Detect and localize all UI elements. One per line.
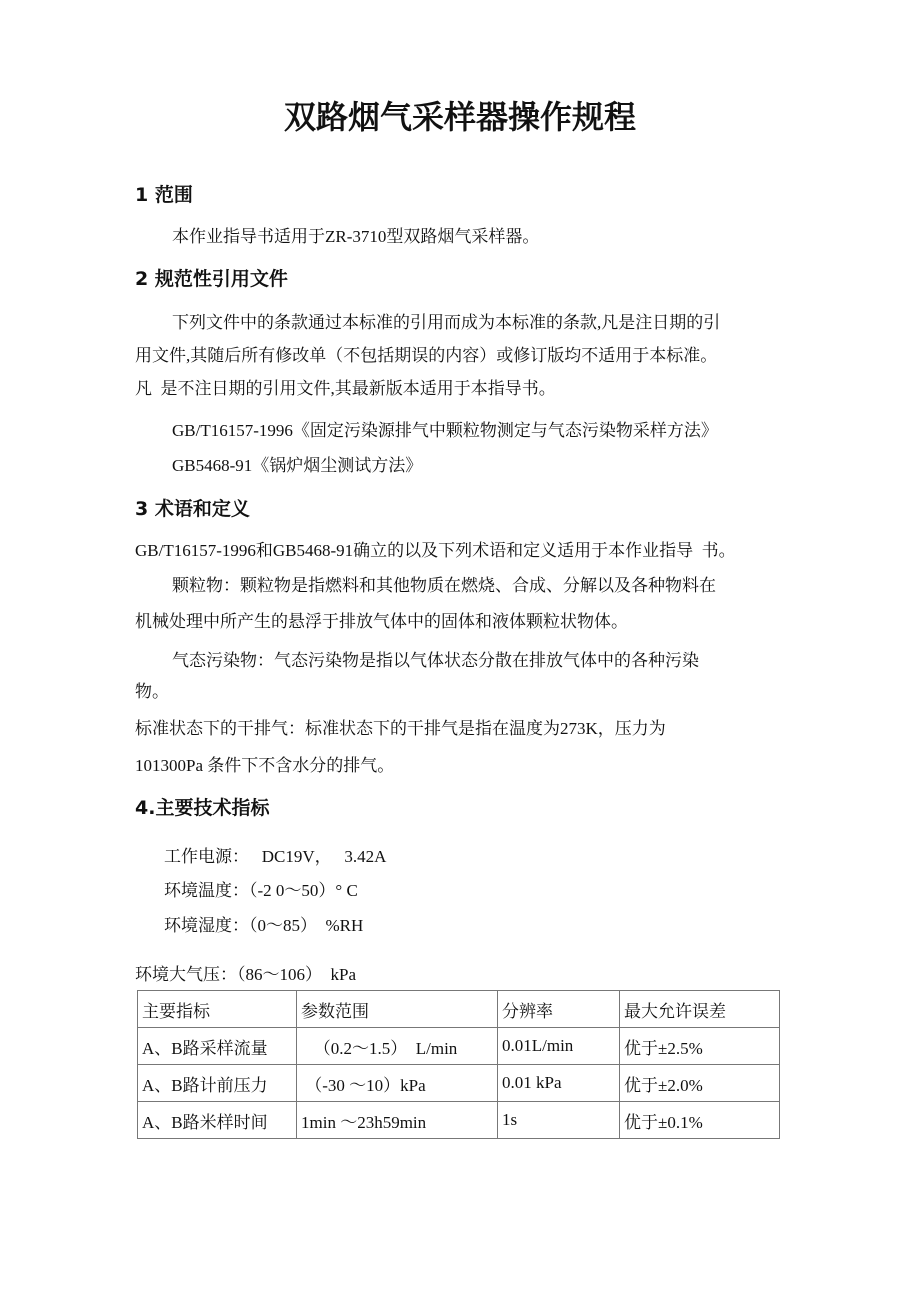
paragraph-line: 凡 是不注日期的引用文件,其最新版本适用于本指导书。 (135, 379, 556, 398)
cell: 0.01 kPa (498, 1065, 620, 1102)
section-3-heading: 3 术语和定义 (135, 498, 250, 520)
cell: A、B路采样流量 (138, 1028, 297, 1065)
header-cell: 分辨率 (498, 991, 620, 1028)
reference: GB/T16157-1996《固定污染源排气中颗粒物测定与气态污染物采样方法》 (172, 421, 718, 440)
paragraph-line: GB/T16157-1996和GB5468-91确立的以及下列术语和定义适用于本作业指导 书。 (135, 541, 736, 560)
paragraph-line: 标准状态下的干排气：标准状态下的干排气是指在温度为273K，压力为 (135, 719, 666, 738)
spec-line: 环境温度：（-2 0〜50）° C (164, 881, 358, 900)
header-cell: 最大允许误差 (620, 991, 780, 1028)
section-4-heading: 4.主要技术指标 (135, 797, 270, 819)
table-row (138, 1028, 780, 1065)
section-1-heading: 1 范围 (135, 184, 193, 206)
cell: 1s (498, 1102, 620, 1139)
cell: （-30 〜10）kPa (297, 1065, 498, 1102)
cell: 0.01L/min (498, 1028, 620, 1065)
cell: A、B路计前压力 (138, 1065, 297, 1102)
paragraph-line: 下列文件中的条款通过本标准的引用而成为本标准的条款,凡是注日期的引 (172, 313, 721, 332)
cell: 1min 〜23h59min (297, 1102, 498, 1139)
header-cell: 参数范围 (297, 991, 498, 1028)
spec-line: 环境湿度：（0〜85） %RH (164, 916, 364, 935)
spec-table (137, 990, 780, 1139)
paragraph-line: 气态污染物：气态污染物是指以气体状态分散在排放气体中的各种污染 (172, 651, 699, 670)
paragraph-line: 颗粒物：颗粒物是指燃料和其他物质在燃烧、合成、分解以及各种物料在 (172, 576, 716, 595)
reference: GB5468-91《锅炉烟尘测试方法》 (172, 456, 423, 475)
spec-line: 工作电源： DC19V， 3.42A (164, 847, 387, 866)
header-cell: 主要指标 (138, 991, 297, 1028)
spec-line: 环境大气压：（86〜106） kPa (135, 965, 356, 984)
paragraph-line: 101300Pa 条件下不含水分的排气。 (135, 756, 395, 775)
table-header-row (138, 991, 780, 1028)
cell: 优于±2.0% (620, 1065, 780, 1102)
cell: 优于±0.1% (620, 1102, 780, 1139)
document-title: 双路烟气采样器操作规程 (283, 98, 636, 136)
paragraph-line: 用文件,其随后所有修改单（不包括期误的内容）或修订版均不适用于本标准。 (135, 346, 718, 365)
cell: 优于±2.5% (620, 1028, 780, 1065)
paragraph: 本作业指导书适用于ZR-3710型双路烟气采样器。 (172, 227, 540, 246)
paragraph-line: 机械处理中所产生的悬浮于排放气体中的固体和液体颗粒状物体。 (135, 612, 628, 631)
table-row (138, 1065, 780, 1102)
cell: （0.2〜1.5） L/min (297, 1028, 498, 1065)
table-row (138, 1102, 780, 1139)
paragraph-line: 物。 (135, 682, 169, 701)
section-2-heading: 2 规范性引用文件 (135, 268, 288, 290)
cell: A、B路米样时间 (138, 1102, 297, 1139)
